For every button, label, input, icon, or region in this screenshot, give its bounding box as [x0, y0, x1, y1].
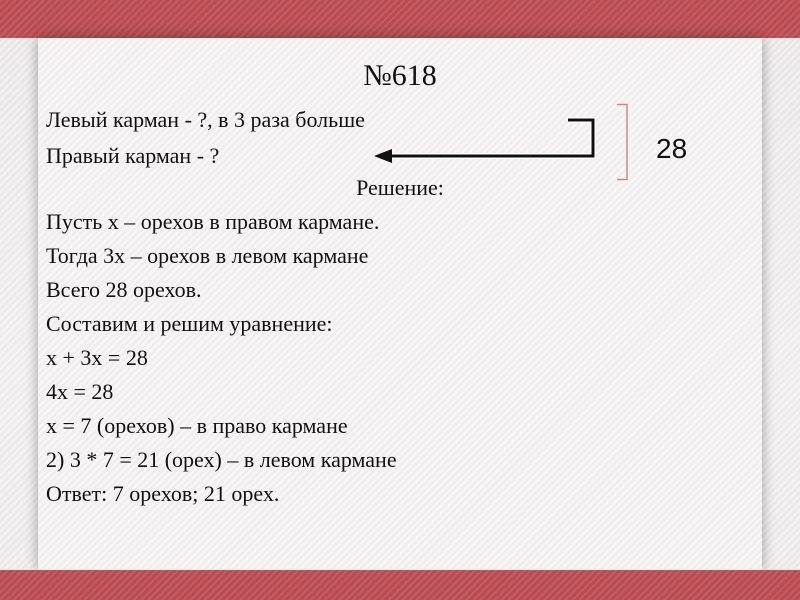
solution-line-3: Всего 28 орехов.: [46, 277, 202, 302]
solution-line-1: Пусть х – орехов в правом кармане.: [46, 209, 380, 234]
equation-line-1: х + 3х = 28: [46, 345, 148, 370]
right-bracket-icon: [617, 103, 629, 181]
top-decorative-stripe: [0, 0, 800, 38]
problem-number-title: №618: [363, 59, 437, 92]
solution-heading: Решение:: [356, 175, 444, 200]
calculation-line: 2) 3 * 7 = 21 (орех) – в левом кармане: [46, 447, 397, 472]
left-arrow-icon: [368, 110, 603, 170]
equation-line-3: х = 7 (орехов) – в право кармане: [46, 413, 348, 438]
total-count-label: 28: [656, 133, 688, 164]
answer-line: Ответ: 7 орехов; 21 орех.: [46, 481, 280, 506]
solution-line-2: Тогда 3х – орехов в левом кармане: [46, 243, 369, 268]
left-pocket-line: Левый карман - ?, в 3 раза больше: [46, 107, 365, 132]
bottom-decorative-stripe: [0, 570, 800, 600]
equation-line-2: 4х = 28: [46, 379, 114, 404]
solution-line-4: Составим и решим уравнение:: [46, 311, 333, 336]
right-pocket-line: Правый карман - ?: [46, 143, 220, 168]
